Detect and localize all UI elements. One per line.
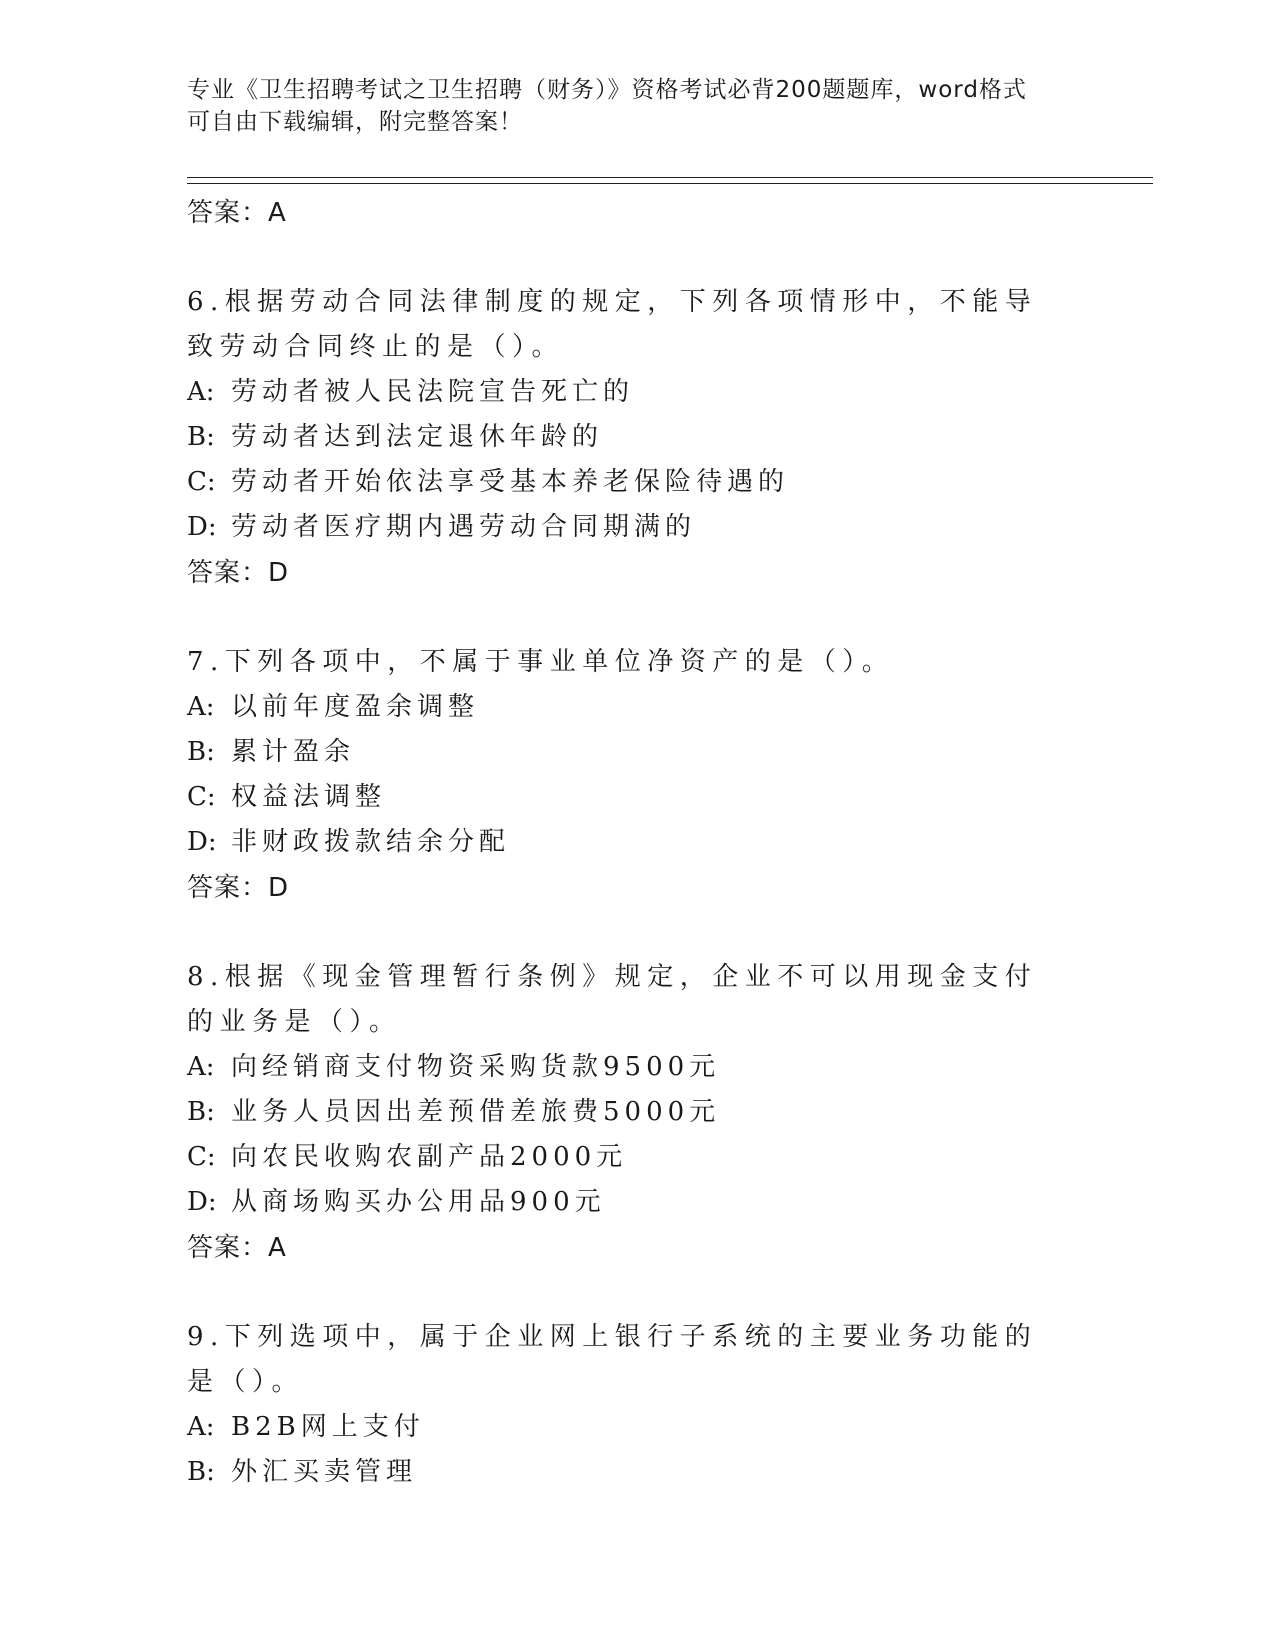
- option-text: 非财政拨款结余分配: [231, 827, 511, 857]
- option-key: D:: [187, 827, 217, 857]
- option-text: 劳动者医疗期内遇劳动合同期满的: [231, 512, 697, 542]
- option-key: B:: [187, 1457, 215, 1487]
- option-key: C:: [187, 1142, 216, 1172]
- option-text: 劳动者开始依法享受基本养老保险待遇的: [231, 467, 790, 497]
- option-a: [187, 1045, 1087, 1090]
- question-text: 7.下列各项中，不属于事业单位净资产的是（）。: [187, 647, 895, 677]
- question-9: [187, 1315, 1087, 1495]
- question-list: [187, 190, 1087, 1495]
- option-text: 向农民收购农副产品2000元: [231, 1142, 628, 1172]
- answer-line: 答案：D: [187, 873, 290, 903]
- question-6: [187, 280, 1087, 596]
- option-key: C:: [187, 782, 216, 812]
- question-7: [187, 640, 1087, 911]
- question-text: 8.根据《现金管理暂行条例》规定，企业不可以用现金支付的业务是（）。: [187, 962, 1038, 1037]
- document-header: [187, 74, 1067, 138]
- option-c: [187, 1135, 1087, 1180]
- option-text: 向经销商支付物资采购货款9500元: [231, 1052, 721, 1082]
- option-d: [187, 1180, 1087, 1225]
- option-text: 累计盈余: [231, 737, 356, 767]
- option-text: 业务人员因出差预借差旅费5000元: [231, 1097, 721, 1127]
- option-text: B2B网上支付: [231, 1412, 425, 1442]
- option-text: 从商场购买办公用品900元: [231, 1187, 606, 1217]
- option-text: 劳动者被人民法院宣告死亡的: [231, 377, 635, 407]
- option-text: 外汇买卖管理: [231, 1457, 418, 1487]
- option-a: [187, 370, 1087, 415]
- option-d: [187, 505, 1087, 550]
- question-8: [187, 955, 1087, 1271]
- option-key: A:: [187, 692, 215, 722]
- question-text: 6.根据劳动合同法律制度的规定，下列各项情形中，不能导致劳动合同终止的是（）。: [187, 287, 1038, 362]
- option-text: 以前年度盈余调整: [231, 692, 480, 722]
- option-b: [187, 1090, 1087, 1135]
- option-a: [187, 1405, 1087, 1450]
- option-key: A:: [187, 1052, 215, 1082]
- option-key: B:: [187, 737, 215, 767]
- answer-line: 答案：A: [187, 198, 287, 228]
- answer-line: 答案：A: [187, 1233, 287, 1263]
- option-c: [187, 775, 1087, 820]
- answer-line: 答案：D: [187, 558, 290, 588]
- option-key: A:: [187, 1412, 215, 1442]
- option-a: [187, 685, 1087, 730]
- header-divider-top: [187, 177, 1153, 178]
- option-b: [187, 730, 1087, 775]
- option-c: [187, 460, 1087, 505]
- header-line-1: 专业《卫生招聘考试之卫生招聘（财务）》资格考试必背200题题库，word格式: [187, 77, 1027, 103]
- option-key: D:: [187, 1187, 217, 1217]
- option-b: [187, 1450, 1087, 1495]
- option-b: [187, 415, 1087, 460]
- option-key: B:: [187, 422, 215, 452]
- option-text: 劳动者达到法定退休年龄的: [231, 422, 604, 452]
- option-key: D:: [187, 512, 217, 542]
- header-divider-bottom: [187, 183, 1153, 184]
- option-d: [187, 820, 1087, 865]
- option-key: B:: [187, 1097, 215, 1127]
- option-key: C:: [187, 467, 216, 497]
- option-text: 权益法调整: [231, 782, 387, 812]
- question-text: 9.下列选项中，属于企业网上银行子系统的主要业务功能的是（）。: [187, 1322, 1038, 1397]
- header-line-2: 可自由下载编辑，附完整答案！: [187, 109, 523, 135]
- option-key: A:: [187, 377, 215, 407]
